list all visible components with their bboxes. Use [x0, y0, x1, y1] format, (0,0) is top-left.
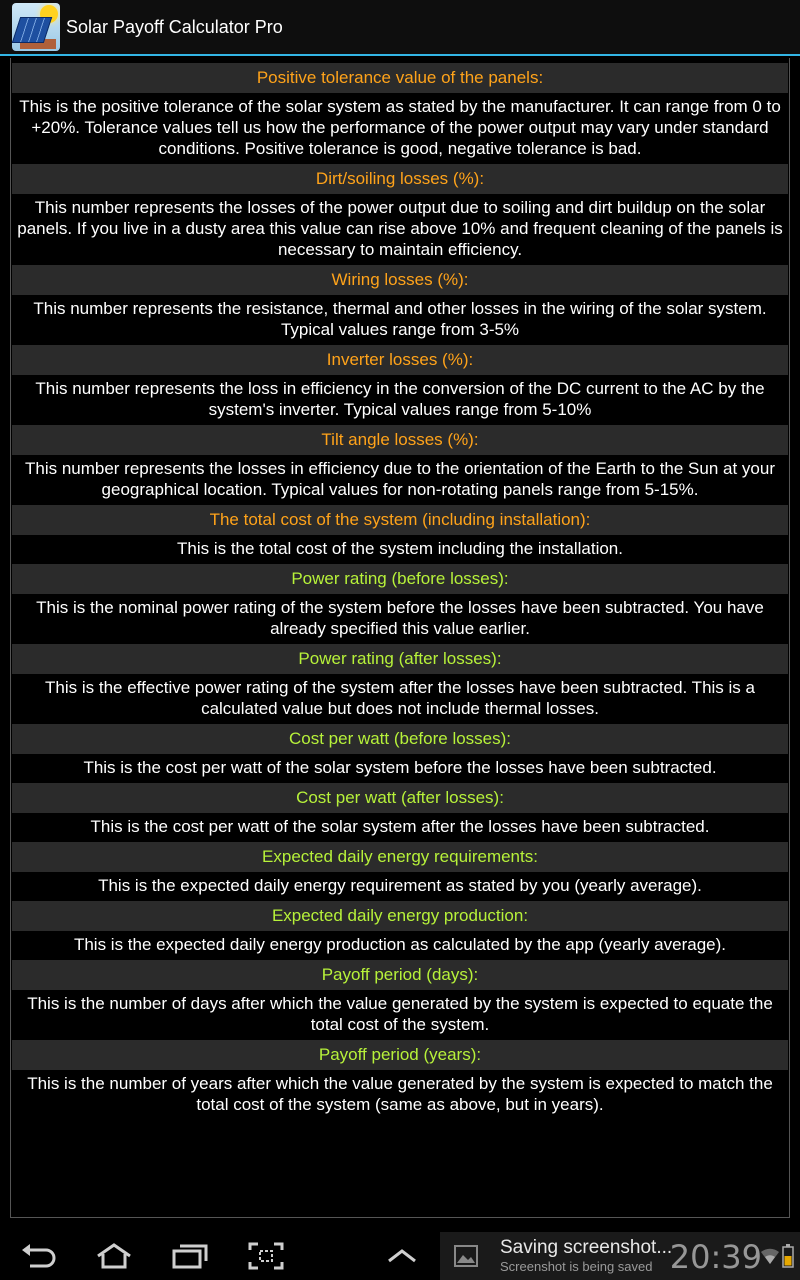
entry-description: This is the number of days after which the value generated by the system is expected to equate the total cost of the system. — [12, 990, 788, 1040]
back-icon — [20, 1242, 56, 1270]
image-icon — [446, 1232, 486, 1280]
screenshot-button[interactable] — [238, 1232, 294, 1280]
help-entry — [12, 425, 788, 505]
entry-description: This number represents the losses in efficiency due to the orientation of the Earth to the Sun at your geographical location. Typical values for non-rotating panels range from 5-15%. — [12, 455, 788, 505]
help-entry — [12, 345, 788, 425]
help-entry — [12, 265, 788, 345]
entry-title: Cost per watt (after losses): — [12, 783, 788, 813]
entry-title: Power rating (after losses): — [12, 644, 788, 674]
entry-title: Cost per watt (before losses): — [12, 724, 788, 754]
help-entry — [12, 505, 788, 564]
entry-title: Tilt angle losses (%): — [12, 425, 788, 455]
entry-description: This is the cost per watt of the solar system after the losses have been subtracted. — [12, 813, 788, 842]
screenshot-icon — [248, 1242, 284, 1270]
entry-title: Wiring losses (%): — [12, 265, 788, 295]
back-button[interactable] — [10, 1232, 66, 1280]
entry-title: Inverter losses (%): — [12, 345, 788, 375]
action-bar — [0, 0, 800, 56]
screenshot-notification[interactable] — [440, 1232, 800, 1280]
help-entry — [12, 842, 788, 901]
notification-title: Saving screenshot... — [500, 1237, 673, 1258]
entry-title: Expected daily energy requirements: — [12, 842, 788, 872]
home-button[interactable] — [86, 1232, 142, 1280]
entry-description: This is the expected daily energy requirement as stated by you (yearly average). — [12, 872, 788, 901]
entry-description: This is the positive tolerance of the solar system as stated by the manufacturer. It can range from 0 to +20%. Tolerance values tell us how the performance of the power output may vary under standard conditions. Positive tolerance is good, negative tolerance is bad. — [12, 93, 788, 164]
entry-title: Expected daily energy production: — [12, 901, 788, 931]
entry-title: Payoff period (days): — [12, 960, 788, 990]
app-title: Solar Payoff Calculator Pro — [66, 16, 283, 37]
entry-title: Power rating (before losses): — [12, 564, 788, 594]
solar-panel-app-icon[interactable] — [12, 3, 60, 51]
help-entry — [12, 164, 788, 265]
clock: 20:39 — [669, 1238, 762, 1276]
entry-title: The total cost of the system (including installation): — [12, 505, 788, 535]
menu-up-icon — [386, 1246, 418, 1266]
home-icon — [94, 1242, 134, 1270]
recent-apps-icon — [171, 1242, 209, 1270]
entry-description: This is the number of years after which the value generated by the system is expected to match the total cost of the system (same as above, but in years). — [12, 1070, 788, 1120]
help-entry — [12, 960, 788, 1040]
battery-icon — [782, 1244, 794, 1268]
help-content-list[interactable] — [10, 58, 790, 1218]
help-entry — [12, 644, 788, 724]
system-navigation-bar — [0, 1232, 800, 1280]
help-entry — [12, 724, 788, 783]
help-entry — [12, 1040, 788, 1120]
help-entry — [12, 63, 788, 164]
help-entry — [12, 901, 788, 960]
entry-description: This number represents the losses of the power output due to soiling and dirt buildup on the solar panels. If you live in a dusty area this value can rise above 10% and frequent cleaning of the panels is necessary to maintain efficiency. — [12, 194, 788, 265]
entry-description: This is the expected daily energy production as calculated by the app (yearly average). — [12, 931, 788, 960]
help-entry — [12, 783, 788, 842]
entry-description: This is the effective power rating of the system after the losses have been subtracted. This is a calculated value but does not include thermal losses. — [12, 674, 788, 724]
notification-subtitle: Screenshot is being saved — [500, 1259, 653, 1274]
entry-description: This is the nominal power rating of the system before the losses have been subtracted. You have already specified this value earlier. — [12, 594, 788, 644]
menu-up-button[interactable] — [374, 1232, 430, 1280]
wifi-icon — [760, 1244, 780, 1266]
entry-title: Payoff period (years): — [12, 1040, 788, 1070]
help-entry — [12, 564, 788, 644]
recent-apps-button[interactable] — [162, 1232, 218, 1280]
entry-title: Positive tolerance value of the panels: — [12, 63, 788, 93]
entry-description: This number represents the resistance, thermal and other losses in the wiring of the solar system. Typical values range from 3-5% — [12, 295, 788, 345]
entry-title: Dirt/soiling losses (%): — [12, 164, 788, 194]
entry-description: This is the total cost of the system including the installation. — [12, 535, 788, 564]
entry-description: This is the cost per watt of the solar system before the losses have been subtracted. — [12, 754, 788, 783]
entry-description: This number represents the loss in efficiency in the conversion of the DC current to the AC by the system's inverter. Typical values range from 5-10% — [12, 375, 788, 425]
